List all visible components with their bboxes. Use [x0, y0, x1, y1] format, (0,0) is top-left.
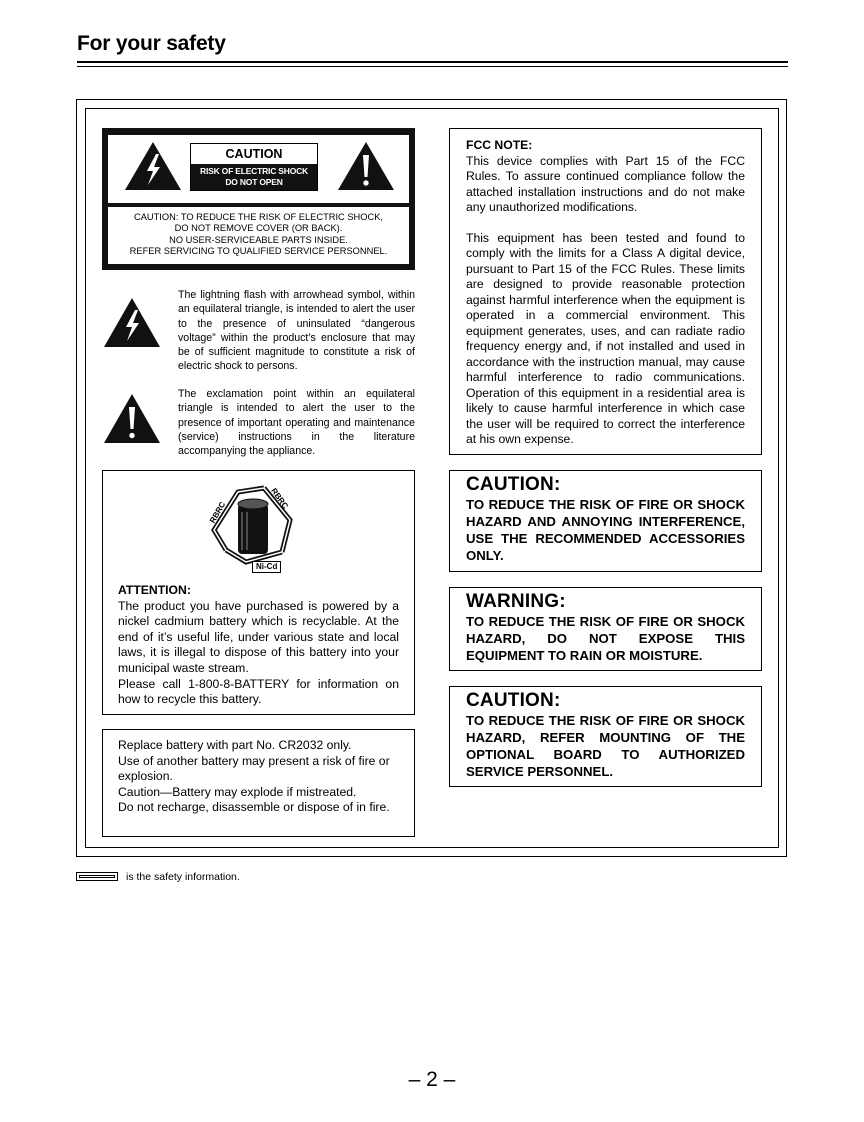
- replace-line-4: Do not recharge, disassemble or dispose of in fire.: [118, 800, 390, 815]
- label-line: DO NOT REMOVE COVER (OR BACK).: [174, 223, 343, 234]
- lightning-warning-icon: [123, 140, 183, 192]
- page-title: For your safety: [77, 32, 226, 55]
- label-line: NO USER-SERVICEABLE PARTS INSIDE.: [169, 234, 348, 245]
- fcc-note-text: [466, 138, 745, 448]
- caution-plate: [190, 143, 318, 191]
- rbrc-right-text: RBRC: [269, 486, 290, 511]
- caution-accessories-body: TO REDUCE THE RISK OF FIRE OR SHOCK HAZARD AND ANNOYING INTERFERENCE, USE THE RECOMMENDED ACCESSORIES ONLY.: [466, 497, 745, 563]
- fcc-para-2: This equipment has been tested and found to comply with the limits for a Class A digital device, pursuant to Part 15 of the FCC Rules. These limits are designed to provide reasonable protection against harmful interference when the equipment is operated in a commercial environment. This equipment generates, uses, and can radiate radio frequency energy and, if not installed and used in accordance with the instruction manual, may cause harmful interference to radio communications. Operation of this equipment in a residential area is likely to cause harmful interference in which case the user will be required to correct the interference at his own expense.: [466, 230, 745, 446]
- caution-mounting-title: CAUTION:: [466, 690, 561, 711]
- rbrc-recycle-logo: [206, 480, 302, 572]
- fcc-note-title: FCC NOTE:: [466, 138, 533, 152]
- nicd-label: Ni-Cd: [252, 561, 281, 573]
- safety-legend-text: is the safety information.: [126, 871, 240, 883]
- risk-line-1: RISK OF ELECTRIC SHOCK: [200, 166, 308, 176]
- replace-battery-text: [118, 738, 403, 816]
- attention-call: Please call 1-800-8-BATTERY for information on how to recycle this battery.: [118, 676, 399, 707]
- replace-line-2: Use of another battery may present a risk of fire or explosion.: [118, 753, 390, 784]
- warning-title: WARNING:: [466, 591, 566, 612]
- attention-block: [118, 583, 399, 708]
- risk-line-2: DO NOT OPEN: [225, 177, 283, 187]
- exclamation-symbol-icon: [103, 393, 161, 445]
- safety-legend-swatch: [76, 872, 118, 881]
- warning-body: TO REDUCE THE RISK OF FIRE OR SHOCK HAZARD, DO NOT EXPOSE THIS EQUIPMENT TO RAIN OR MOISTURE.: [466, 614, 745, 663]
- caution-accessories-title: CAUTION:: [466, 474, 561, 495]
- lightning-symbol-icon: [103, 297, 161, 349]
- fcc-para-1: This device complies with Part 15 of the FCC Rules. To assure continued compliance follow the attached installation instructions and do not make any unauthorized modifications.: [466, 153, 745, 214]
- label-line: REFER SERVICING TO QUALIFIED SERVICE PERSONNEL.: [129, 246, 388, 257]
- attention-body: The product you have purchased is powered by a nickel cadmium battery which is recyclable. At the end of it’s useful life, under various state and local laws, it is illegal to dispose of this battery into your municipal waste stream.: [118, 598, 399, 675]
- rbrc-left-text: RBRC: [207, 500, 228, 525]
- caution-mounting-body: TO REDUCE THE RISK OF FIRE OR SHOCK HAZARD, REFER MOUNTING OF THE OPTIONAL BOARD TO AUTHORIZED SERVICE PERSONNEL.: [466, 713, 745, 779]
- caution-plate-subtitle: [191, 164, 317, 190]
- exclamation-warning-icon: [336, 140, 396, 192]
- title-rule: [77, 61, 788, 63]
- replace-line-3: Caution—Battery may explode if mistreated.: [118, 784, 357, 799]
- attention-title: ATTENTION:: [118, 583, 191, 597]
- caution-plate-title: CAUTION: [225, 147, 283, 161]
- title-rule-thin: [77, 66, 788, 67]
- exclamation-symbol-text: The exclamation point within an equilateral triangle is intended to alert the user to the presence of important operating and maintenance (service) instructions in the literature accompanying the appliance.: [178, 388, 415, 458]
- lightning-symbol-text: The lightning flash with arrowhead symbol, within an equilateral triangle, is intended to alert the user to the presence of uninsulated “dangerous voltage” within the product’s enclosure that may be of sufficient magnitude to constitute a risk of electric shock to persons.: [178, 289, 415, 373]
- label-line: CAUTION: TO REDUCE THE RISK OF ELECTRIC SHOCK,: [134, 212, 383, 222]
- caution-label-text: [108, 207, 409, 264]
- replace-line-1: Replace battery with part No. CR2032 only.: [118, 738, 352, 752]
- page-number: – 2 –: [408, 1068, 456, 1091]
